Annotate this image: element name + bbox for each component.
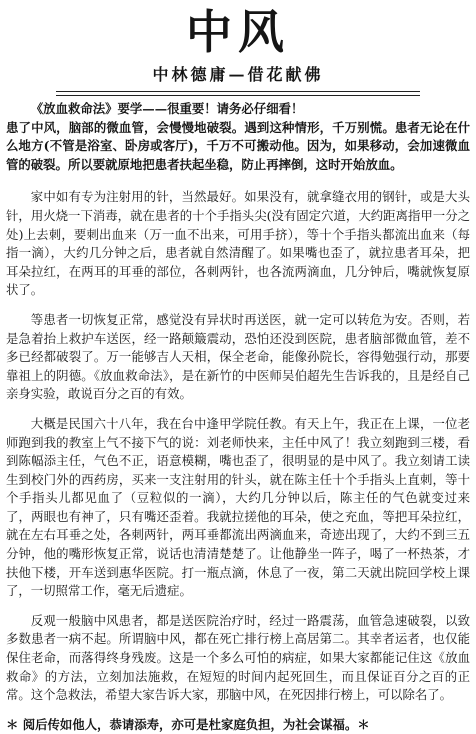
paragraph-1-text: 患了中风，脑部的微血管，会慢慢地破裂。遇到这种情形，千万别慌。患者无论在什么地方(不管是浴室、卧房或客厅)，千万不可搬动他。因为，如果移动，会加速微血管的破裂。所以要就原地把患者扶起坐稳，防止再摔倒，这时开始放血。 xyxy=(6,119,470,172)
paragraph-2: 家中如有专为注射用的针，当然最好。如果没有，就拿缝衣用的钢针，或是大头针，用火烧一下消毒，就在患者的十个手指头尖(没有固定穴道，大约距离指甲一分之处)上去刺，要刺出血来（万一血不出来，可用手挤），等十个手指头都流出血来（每指一滴），大约几分钟之后，患者就自然清醒了。如果嘴也歪了，就拉患者耳朵，把耳朵拉红，在两耳的耳垂的部位，各刺两针，也各流两滴血，几分钟后，嘴就恢复原状了。 xyxy=(6,189,470,298)
title-divider-top xyxy=(56,91,420,92)
paragraph-3: 等患者一切恢复正常，感觉没有异状时再送医，就一定可以转危为安。否则，若是急着抬上救护车送医，经一路颠簸震动，恐怕还没到医院，患者脑部微血管，差不多已经都破裂了。万一能够吉人天相，保全老命，能像孙院长，容得勉强行动，那要靠祖上的阴德。《放血救命法》，是在新竹的中医师吴伯超先生告诉我的，且是经自己亲身实验，敢说百分之百的有效。 xyxy=(6,311,470,402)
article-body xyxy=(6,100,470,734)
paragraph-1 xyxy=(6,100,470,174)
method-heading-note: 要学——很重要！请务必仔细看！ xyxy=(117,101,304,116)
paragraph-5: 反观一般脑中风患者，都是送医院治疗时，经过一路震荡，血管急速破裂，以致多数患者一病不起。所谓脑中风，都在死亡排行榜上高居第二。其幸者运者，也仅能保住老命，而落得终身残废。这是一个多么可怕的病症，如果大家都能记住这《放血救命》的方法，立刻加法施救，在短短的时间内起死回生，而且保证百分之百的正常。这个急救法，希望大家告诉大家，那脑中风，在死因排行榜上，可以除名了。 xyxy=(6,612,470,703)
method-heading: 《放血救命法》 xyxy=(30,101,118,116)
paragraph-4: 大概是民国六十八年，我在台中逢甲学院任教。有天上午，我正在上课，一位老师跑到我的教室上气不接下气的说：刘老师快来，主任中风了！我立刻跑到三楼，看到陈幅添主任，气色不正，语意模糊，嘴也歪了，很明显的是中风了。我立刻请工读生到校门外的西药房，买来一支注射用的针头，就在陈主任十个手指头上直刺，等十个手指头儿都见血了（豆粒似的一滴），大约几分钟以后，陈主任的气色就变过来了，两眼也有神了，只有嘴还歪着。我就拉搓他的耳朵，使之充血，等把耳朵拉红，就在左右耳垂之处，各刺两针，两耳垂都流出两滴血来，奇迹出现了，大约不到三五分钟，他的嘴形恢复正常，说话也清清楚楚了。让他静坐一阵子，喝了一杯热茶，才扶他下楼，开车送到惠华医院。打一瓶点滴，休息了一夜，第二天就出院回学校上课了，一切照常工作，毫无后遗症。 xyxy=(6,415,470,599)
page-title: 中风 xyxy=(186,5,290,59)
title-divider-bottom xyxy=(56,95,420,96)
page-subtitle: 中林德庸—借花献佛 xyxy=(152,65,324,84)
closing-note: ＊ 阅后传如他人，恭请添寿，亦可是杜家庭负担，为社会谋福。＊ xyxy=(6,716,370,732)
